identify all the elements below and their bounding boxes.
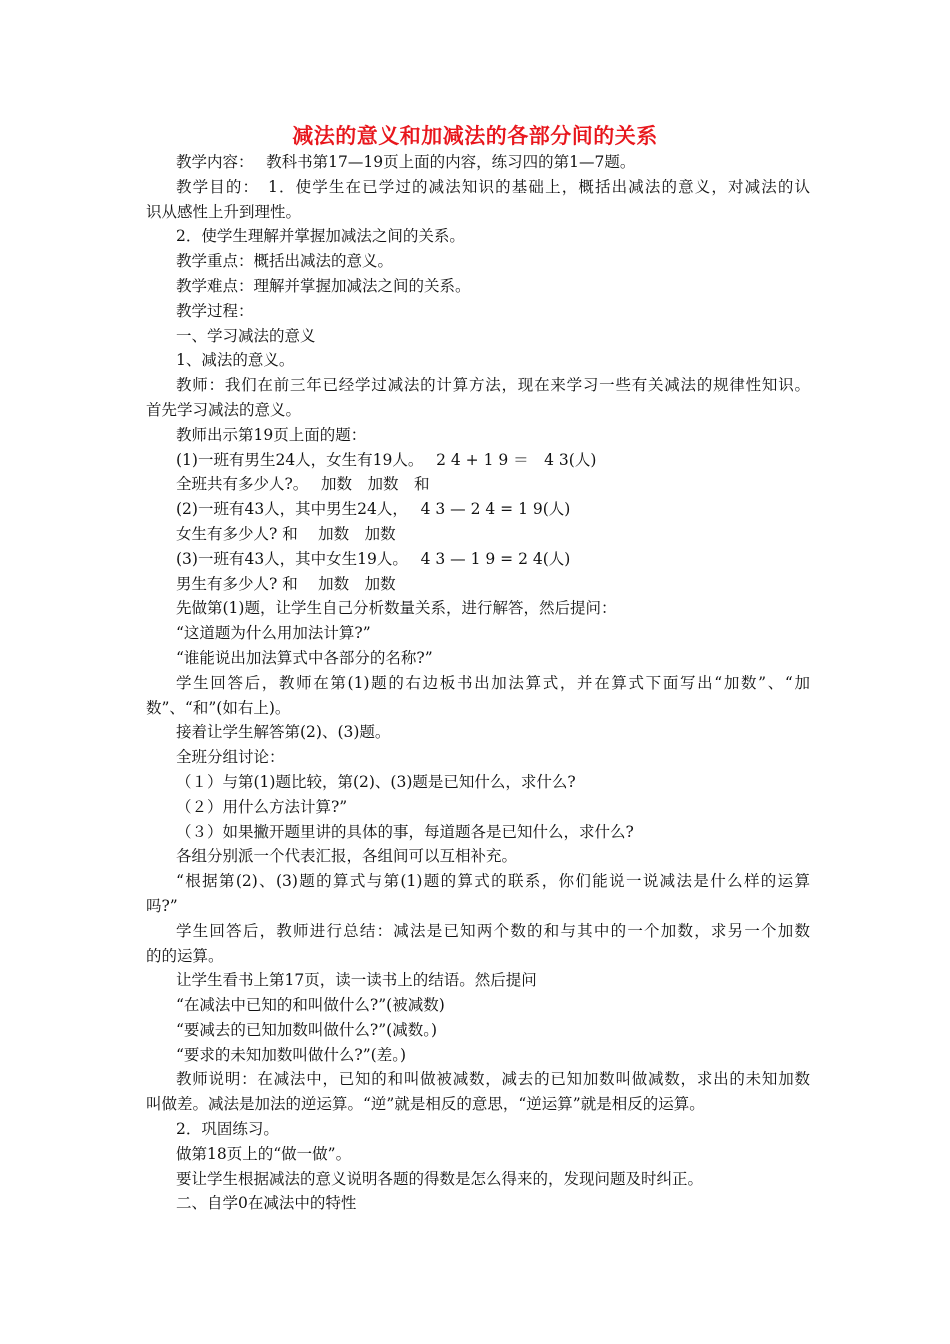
document-title: 减法的意义和加减法的各部分间的关系 (292, 123, 658, 148)
text-line: 教师：我们在前三年已经学过减法的计算方法，现在来学习一些有关减法的规律性知识。 (176, 376, 810, 395)
text-line: 让学生看书上第17页，读一读书上的结语。然后提问 (176, 971, 537, 990)
text-line: 女生有多少人? 和 加数 加数 (176, 524, 396, 543)
text-line: 各组分别派一个代表汇报，各组间可以互相补充。 (176, 847, 518, 866)
text-line: “要求的未知加数叫做什么?”(差。) (176, 1045, 407, 1064)
text-line: 学生回答后，教师在第(1)题的右边板书出加法算式，并在算式下面写出“加数”、“加 (176, 673, 810, 692)
text-line: 男生有多少人? 和 加数 加数 (176, 574, 396, 593)
text-line: “要减去的已知加数叫做什么?”(减数。) (176, 1020, 438, 1039)
text-line: 识从感性上升到理性。 (146, 202, 302, 221)
text-line: (2)一班有43人，其中男生24人， 4 3 — 2 4 = 1 9(人) (176, 500, 571, 519)
text-line: 教学过程： (176, 301, 254, 320)
text-line: 2．巩固练习。 (176, 1120, 279, 1139)
text-line: “谁能说出加法算式中各部分的名称?” (176, 648, 433, 667)
text-line: 教学难点：理解并掌握加减法之间的关系。 (176, 276, 471, 295)
text-line: “在减法中已知的和叫做什么?”(被减数) (176, 996, 445, 1015)
text-line: （３）如果撇开题里讲的具体的事，每道题各是已知什么，求什么? (176, 822, 634, 841)
document-body (146, 150, 810, 1216)
text-line: 数”、“和”(如右上)。 (146, 698, 291, 717)
text-line: 教师说明：在减法中，已知的和叫做被减数，减去的已知加数叫做减数，求出的未知加数 (176, 1070, 810, 1089)
text-line: 教学内容： 教科书第17—19页上面的内容，练习四的第1—7题。 (176, 153, 636, 171)
text-line: 接着让学生解答第(2)、(3)题。 (176, 723, 391, 742)
text-line: 要让学生根据减法的意义说明各题的得数是怎么得来的，发现问题及时纠正。 (176, 1169, 704, 1188)
text-line: 教师出示第19页上面的题： (176, 425, 367, 444)
text-line: 1、减法的意义。 (176, 351, 295, 370)
text-line: 全班分组讨论： (176, 748, 285, 767)
text-line: 二、自学0在减法中的特性 (176, 1194, 357, 1213)
text-line: （２）用什么方法计算?” (176, 797, 348, 816)
text-line: “这道题为什么用加法计算?” (176, 624, 371, 643)
text-line: 先做第(1)题，让学生自己分析数量关系，进行解答，然后提问： (176, 599, 617, 618)
text-line: 教学重点：概括出减法的意义。 (176, 252, 394, 271)
text-line: 教学目的： 1．使学生在已学过的减法知识的基础上，概括出减法的意义，对减法的认 (176, 177, 810, 196)
text-line: (1)一班有男生24人，女生有19人。 2 4 + 1 9 ＝ 4 3(人) (176, 450, 597, 469)
text-line: 2．使学生理解并掌握加减法之间的关系。 (176, 227, 465, 246)
text-line: 全班共有多少人?。 加数 加数 和 (176, 475, 430, 494)
text-line: 的的运算。 (146, 946, 224, 965)
text-line: “根据第(2)、(3)题的算式与第(1)题的算式的联系，你们能说一说减法是什么样的运算 (176, 872, 810, 891)
text-line: 首先学习减法的意义。 (146, 400, 302, 419)
text-line: 吗?” (146, 896, 178, 915)
text-line: 做第18页上的“做一做”。 (176, 1144, 352, 1163)
text-line: 一、学习减法的意义 (176, 326, 316, 345)
text-line: 叫做差。减法是加法的逆运算。“逆”就是相反的意思，“逆运算”就是相反的运算。 (146, 1095, 705, 1114)
text-line: 学生回答后，教师进行总结：减法是已知两个数的和与其中的一个加数，求另一个加数 (176, 921, 810, 940)
text-line: (3)一班有43人，其中女生19人。 4 3 — 1 9 = 2 4(人) (176, 549, 571, 568)
text-line: （１）与第(1)题比较，第(2)、(3)题是已知什么，求什么? (176, 772, 576, 791)
